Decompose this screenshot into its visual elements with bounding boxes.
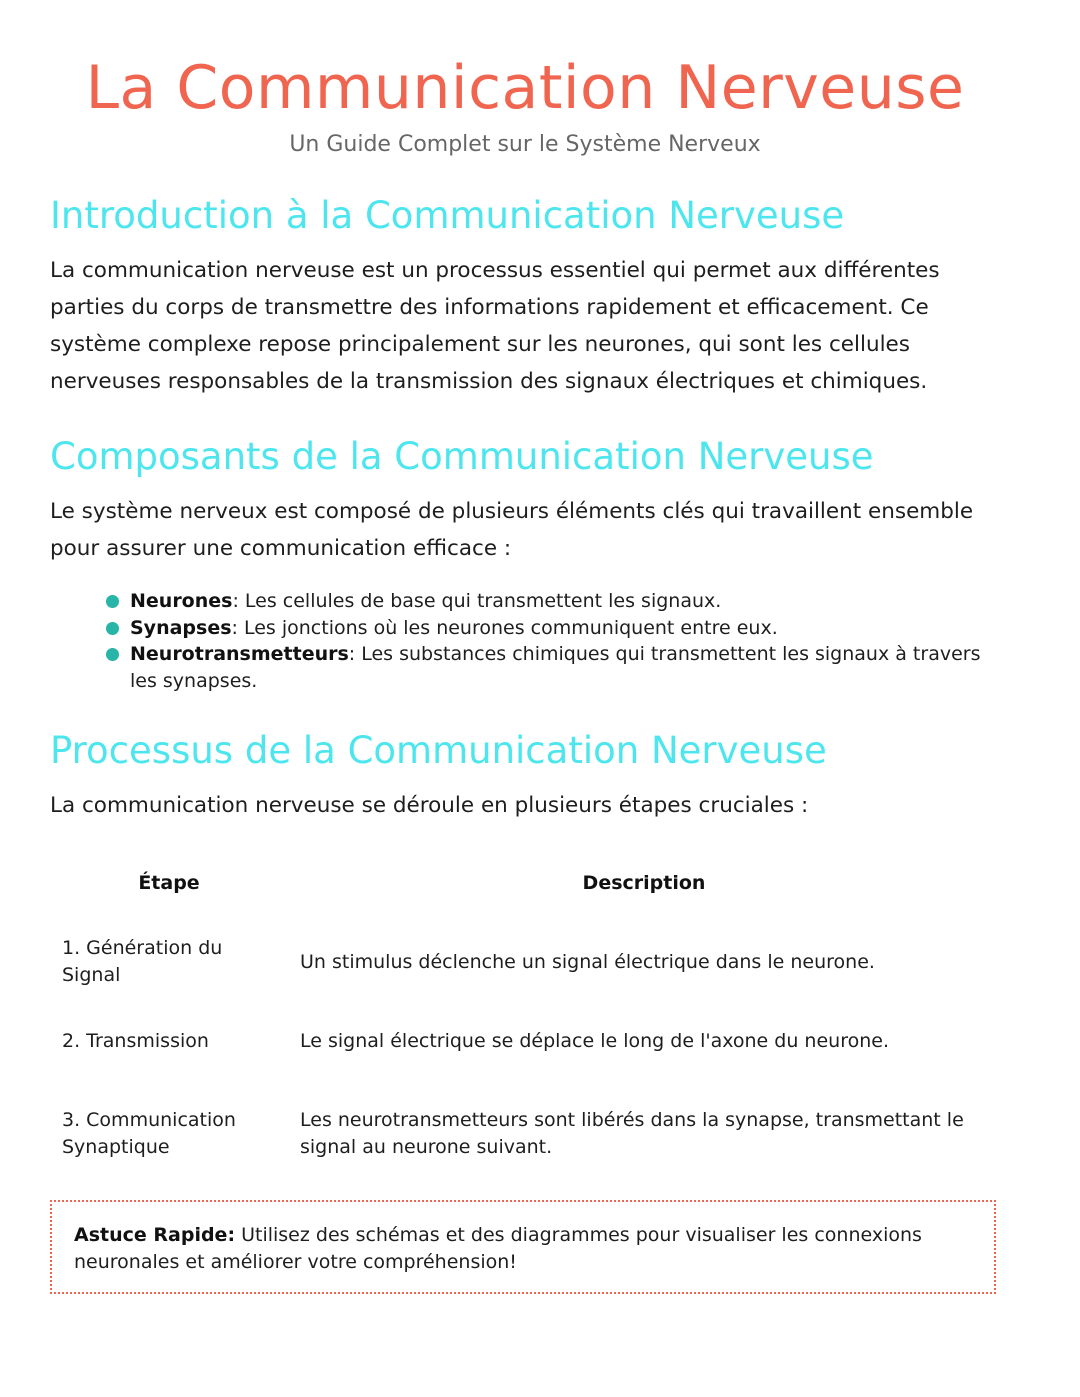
list-item-term: Neurones bbox=[130, 590, 233, 612]
list-item-description: : Les cellules de base qui transmettent les signaux. bbox=[232, 590, 722, 612]
list-item-term: Synapses bbox=[130, 616, 232, 639]
tip-label: Astuce Rapide: bbox=[74, 1224, 236, 1246]
table-cell-description: Le signal électrique se déplace le long de l'axone du neurone. bbox=[300, 1029, 889, 1052]
table-cell-step: 2. Transmission bbox=[62, 1029, 209, 1052]
table-cell-step: 3. Communication Synaptique bbox=[62, 1109, 236, 1158]
table-cell-description: Un stimulus déclenche un signal électrique dans le neurone. bbox=[300, 950, 875, 973]
tip-text: Utilisez des schémas et des diagrammes pour visualiser les connexions neuronales et améliorer votre compréhension! bbox=[74, 1224, 922, 1273]
list-item bbox=[106, 615, 996, 642]
page-subtitle: Un Guide Complet sur le Système Nerveux bbox=[289, 132, 761, 157]
components-paragraph: Le système nerveux est composé de plusieurs éléments clés qui travaillent ensemble pour assurer une communication efficace : bbox=[50, 499, 974, 561]
components-heading: Composants de la Communication Nerveuse bbox=[50, 435, 874, 478]
bullet-dot-icon bbox=[106, 595, 119, 608]
list-item-description: : Les substances chimiques qui transmettent les signaux à travers les synapses. bbox=[130, 643, 981, 692]
column-header-step: Étape bbox=[138, 872, 200, 894]
quick-tip-box bbox=[50, 1200, 996, 1294]
list-item-term: Neurotransmetteurs bbox=[130, 643, 349, 665]
list-item bbox=[106, 588, 996, 615]
process-heading: Processus de la Communication Nerveuse bbox=[50, 729, 827, 772]
table-cell-step: 1. Génération du Signal bbox=[62, 937, 223, 986]
list-item-description: : Les jonctions où les neurones communiquent entre eux. bbox=[231, 616, 778, 639]
bullet-dot-icon bbox=[106, 622, 119, 635]
table-row bbox=[50, 1066, 1000, 1202]
bullet-dot-icon bbox=[106, 648, 119, 661]
page-title: La Communication Nerveuse bbox=[85, 53, 965, 123]
process-table bbox=[50, 858, 1000, 1202]
table-row bbox=[50, 1016, 1000, 1066]
process-paragraph: La communication nerveuse se déroule en plusieurs étapes cruciales : bbox=[50, 793, 809, 818]
table-header-row bbox=[50, 858, 1000, 908]
components-list bbox=[106, 588, 996, 694]
list-item bbox=[106, 641, 996, 694]
intro-paragraph: La communication nerveuse est un processus essentiel qui permet aux différentes parties du corps de transmettre des informations rapidement et efficacement. Ce système complexe repose principalement sur les neurones, qui sont les cellules nerveuses responsables de la transmission des signaux électriques et chimiques. bbox=[50, 258, 940, 394]
column-header-description: Description bbox=[582, 872, 706, 894]
intro-heading: Introduction à la Communication Nerveuse bbox=[50, 194, 845, 237]
table-cell-description: Les neurotransmetteurs sont libérés dans la synapse, transmettant le signal au neurone suivant. bbox=[300, 1109, 964, 1158]
table-row bbox=[50, 908, 1000, 1016]
